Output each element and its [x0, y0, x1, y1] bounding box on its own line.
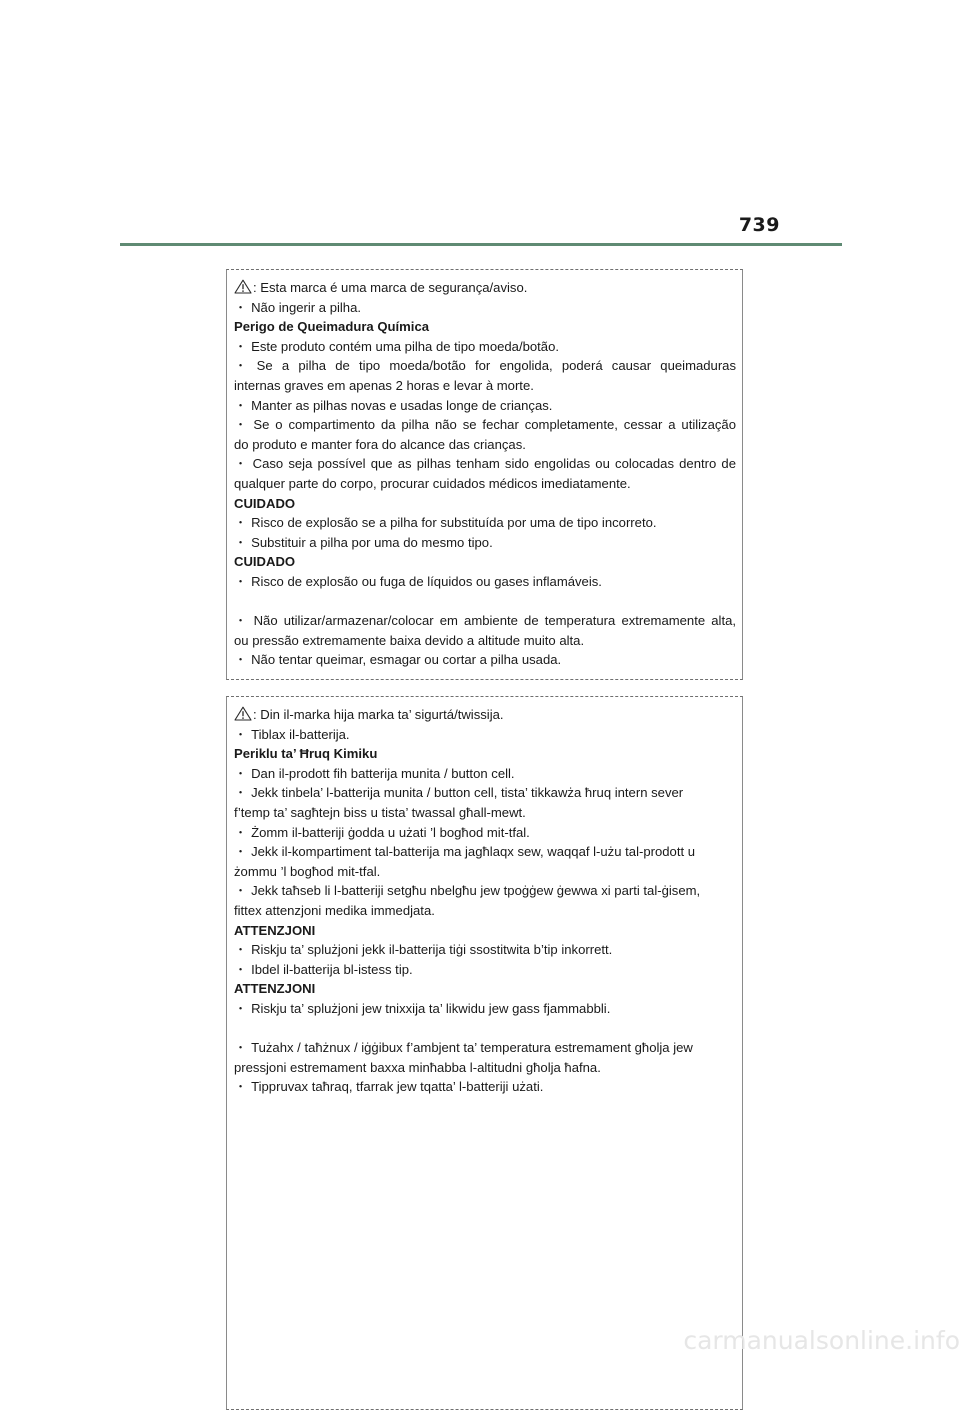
warning-box-maltese	[226, 696, 743, 1410]
bullet-marker: ・	[234, 961, 248, 977]
bullet-marker: ・	[234, 1079, 248, 1095]
line-text: : Esta marca é uma marca de segurança/aviso.	[253, 280, 528, 295]
line-text: fittex attenzjoni medika immedjata.	[234, 902, 435, 918]
line-text: pressjoni estremament baxxa minħabba l-altitudni għolja ħafna.	[234, 1059, 601, 1075]
bullet-item	[234, 356, 742, 376]
header-rule	[120, 243, 842, 246]
line-text: Se a pilha de tipo moeda/botão for engolida, poderá causar queimaduras	[256, 358, 737, 374]
bullet-marker: ・	[234, 397, 248, 413]
bullet-item	[234, 960, 742, 980]
line-text: ATTENZJONI	[234, 981, 316, 997]
bullet-item	[234, 940, 742, 960]
bullet-item	[234, 764, 742, 784]
line-text: żommu ’l bogħod mit-tfal.	[234, 863, 381, 879]
bullet-marker: ・	[234, 942, 248, 958]
section-heading	[234, 744, 742, 764]
section-heading	[234, 494, 742, 514]
warning-intro-line	[234, 705, 742, 725]
bullet-item	[234, 725, 742, 745]
bullet-marker: ・	[234, 338, 248, 354]
bullet-item	[234, 611, 742, 631]
bullet-marker: ・	[234, 652, 248, 668]
continuation-line	[234, 631, 742, 651]
bullet-marker: ・	[234, 534, 248, 550]
bullet-marker: ・	[234, 299, 248, 315]
bullet-item	[234, 533, 742, 553]
line-text: ATTENZJONI	[234, 922, 316, 938]
watermark: carmanualsonline.info	[683, 1326, 960, 1355]
bullet-item	[234, 1077, 742, 1097]
blank-line	[234, 592, 742, 612]
line-text: Este produto contém uma pilha de tipo moeda/botão.	[251, 338, 559, 354]
bullet-item	[234, 783, 742, 803]
bullet-marker: ・	[234, 785, 248, 801]
line-text: Jekk il-kompartiment tal-batterija ma jagħlaqx sew, waqqaf l-użu tal-prodott u	[251, 844, 696, 860]
line-text: CUIDADO	[234, 495, 296, 511]
line-text: Tiblax il-batterija.	[251, 726, 350, 742]
bullet-item	[234, 823, 742, 843]
line-text: Não ingerir a pilha.	[251, 299, 361, 315]
line-text: qualquer parte do corpo, procurar cuidados médicos imediatamente.	[234, 475, 631, 491]
bullet-marker: ・	[234, 844, 248, 860]
warning-intro-line	[234, 278, 742, 298]
bullet-item	[234, 513, 742, 533]
line-text: Riskju ta’ splużjoni jekk il-batterija tiġi ssostitwita b’tip inkorrett.	[251, 942, 613, 958]
section-heading	[234, 317, 742, 337]
line-text: CUIDADO	[234, 554, 296, 570]
line-text: Risco de explosão se a pilha for substituída por uma de tipo incorreto.	[251, 515, 657, 531]
line-text: ou pressão extremamente baixa devido a altitude muito alta.	[234, 632, 585, 648]
bullet-item	[234, 881, 742, 901]
line-text: Jekk taħseb li l-batteriji setgħu nbelgħu jew tpoġġew ġewwa xi parti tal-ġisem,	[251, 883, 701, 899]
bullet-marker: ・	[234, 358, 253, 374]
bullet-marker: ・	[234, 824, 248, 840]
section-heading	[234, 552, 742, 572]
line-text: Caso seja possível que as pilhas tenham sido engolidas ou colocadas dentro de	[252, 456, 736, 472]
bullet-marker: ・	[234, 726, 248, 742]
bullet-marker: ・	[234, 765, 248, 781]
bullet-item	[234, 396, 742, 416]
warning-triangle-icon	[234, 279, 252, 294]
line-text: Se o compartimento da pilha não se fechar completamente, cessar a utilização	[253, 417, 736, 433]
continuation-line	[234, 474, 742, 494]
line-text: do produto e manter fora do alcance das crianças.	[234, 436, 526, 452]
blank-line	[234, 1019, 742, 1039]
bullet-item	[234, 298, 742, 318]
bullet-item	[234, 337, 742, 357]
bullet-marker: ・	[234, 515, 248, 531]
line-text: Tużahx / taħżnux / iġġibux f’ambjent ta’ temperatura estremament għolja jew	[251, 1040, 693, 1056]
continuation-line	[234, 1058, 742, 1078]
line-text: Não tentar queimar, esmagar ou cortar a pilha usada.	[251, 652, 562, 668]
line-text: Ibdel il-batterija bl-istess tip.	[251, 961, 413, 977]
bullet-marker: ・	[234, 417, 250, 433]
line-text: internas graves em apenas 2 horas e levar à morte.	[234, 377, 534, 393]
bullet-marker: ・	[234, 883, 248, 899]
bullet-item	[234, 415, 742, 435]
line-text: Tippruvax taħraq, tfarrak jew tqatta’ l-batteriji użati.	[251, 1079, 544, 1095]
line-text: Riskju ta’ splużjoni jew tnixxija ta’ likwidu jew gass fjammabbli.	[251, 1000, 611, 1016]
bullet-item	[234, 842, 742, 862]
section-heading	[234, 979, 742, 999]
bullet-item	[234, 572, 742, 592]
line-text: Perigo de Queimadura Química	[234, 319, 430, 335]
bullet-marker: ・	[234, 573, 248, 589]
bullet-marker: ・	[234, 456, 249, 472]
line-text: Periklu ta’ Ħruq Kimiku	[234, 746, 378, 762]
continuation-line	[234, 803, 742, 823]
line-text: : Din il-marka hija marka ta’ sigurtá/twissija.	[253, 707, 504, 722]
line-text: Żomm il-batteriji ġodda u użati ’l bogħod mit-tfal.	[251, 824, 530, 840]
bullet-marker: ・	[234, 1000, 248, 1016]
bullet-item	[234, 999, 742, 1019]
bullet-marker: ・	[234, 613, 250, 629]
continuation-line	[234, 862, 742, 882]
warning-box-portuguese	[226, 269, 743, 680]
continuation-line	[234, 901, 742, 921]
bullet-item	[234, 650, 742, 670]
line-text: Dan il-prodott fih batterija munita / button cell.	[251, 765, 515, 781]
line-text: f’temp ta’ sagħtejn biss u tista’ twassal għall-mewt.	[234, 804, 526, 820]
bullet-item	[234, 454, 742, 474]
line-text: Jekk tinbela’ l-batterija munita / button cell, tista’ tikkawża ħruq intern sever	[251, 785, 684, 801]
warning-triangle-icon	[234, 706, 252, 721]
page-number: 739	[738, 214, 780, 236]
line-text: Não utilizar/armazenar/colocar em ambiente de temperatura extremamente alta,	[253, 613, 737, 629]
bullet-marker: ・	[234, 1040, 248, 1056]
section-heading	[234, 921, 742, 941]
line-text: Risco de explosão ou fuga de líquidos ou gases inflamáveis.	[251, 573, 602, 589]
line-text: Manter as pilhas novas e usadas longe de crianças.	[251, 397, 553, 413]
bullet-item	[234, 1038, 742, 1058]
line-text: Substituir a pilha por uma do mesmo tipo.	[251, 534, 493, 550]
continuation-line	[234, 435, 742, 455]
continuation-line	[234, 376, 742, 396]
